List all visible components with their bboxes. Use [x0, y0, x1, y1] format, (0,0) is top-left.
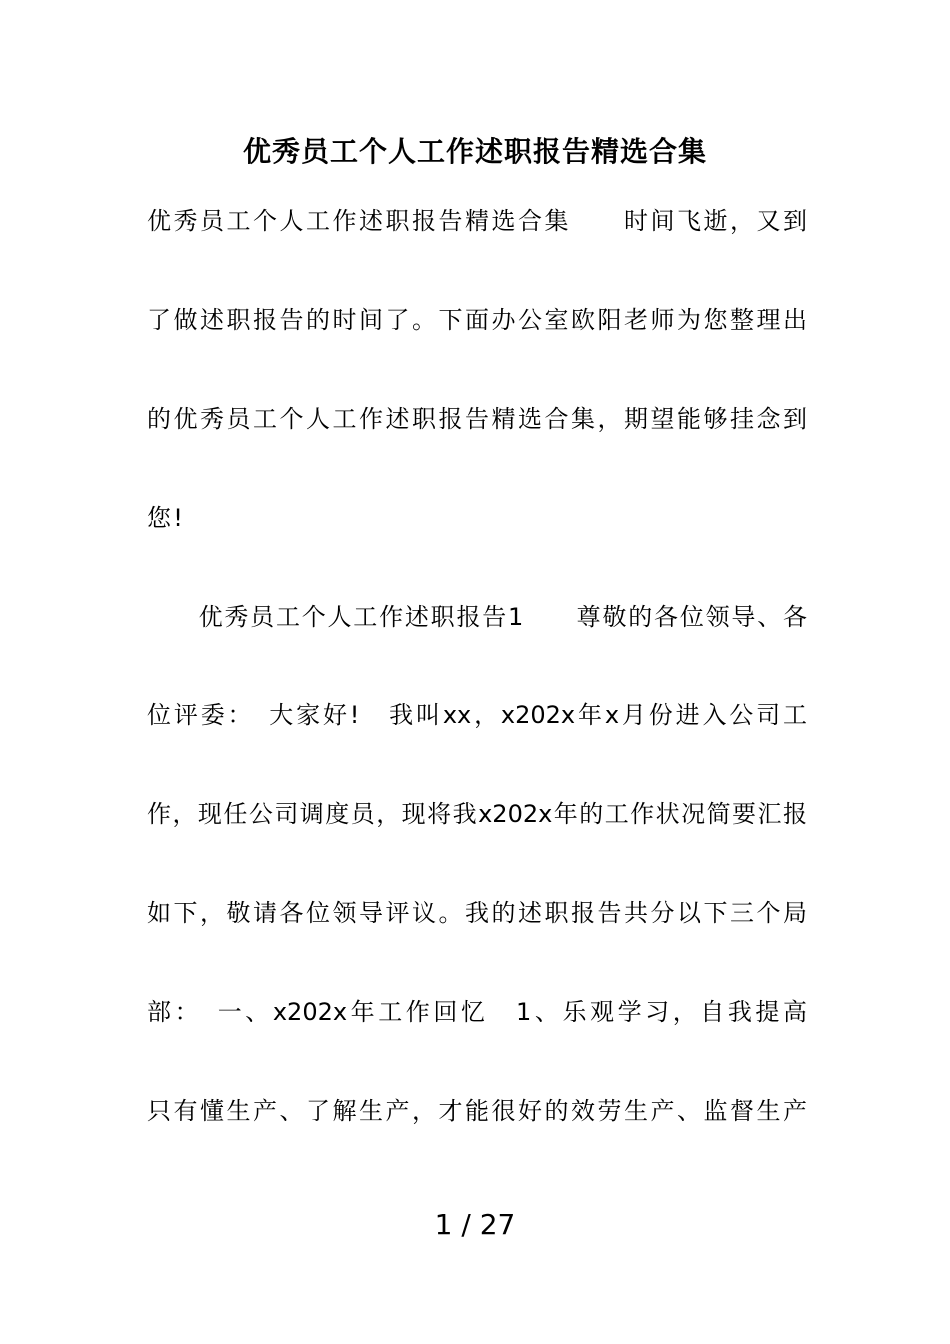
body-line: 位评委： 大家好! 我叫xx，x202x年x月份进入公司工 [147, 701, 807, 730]
body-line: 如下，敬请各位领导评议。我的述职报告共分以下三个局 [147, 899, 807, 928]
body-line: 优秀员工个人工作述职报告1 尊敬的各位领导、各 [147, 602, 807, 631]
body-line: 您! [147, 503, 186, 532]
document-body [147, 197, 807, 1186]
page-number: 1 / 27 [434, 1208, 516, 1241]
body-line: 部： 一、x202x年工作回忆 1、乐观学习，自我提高 [147, 998, 807, 1027]
document-title: 优秀员工个人工作述职报告精选合集 [242, 135, 707, 168]
body-line: 作，现任公司调度员，现将我x202x年的工作状况简要汇报 [147, 800, 807, 829]
body-line: 的优秀员工个人工作述职报告精选合集，期望能够挂念到 [147, 404, 807, 433]
body-line: 了做述职报告的时间了。下面办公室欧阳老师为您整理出 [147, 305, 807, 334]
body-line: 优秀员工个人工作述职报告精选合集 时间飞逝，又到 [147, 207, 807, 235]
body-line: 只有懂生产、了解生产，才能很好的效劳生产、监督生产 [147, 1097, 807, 1126]
